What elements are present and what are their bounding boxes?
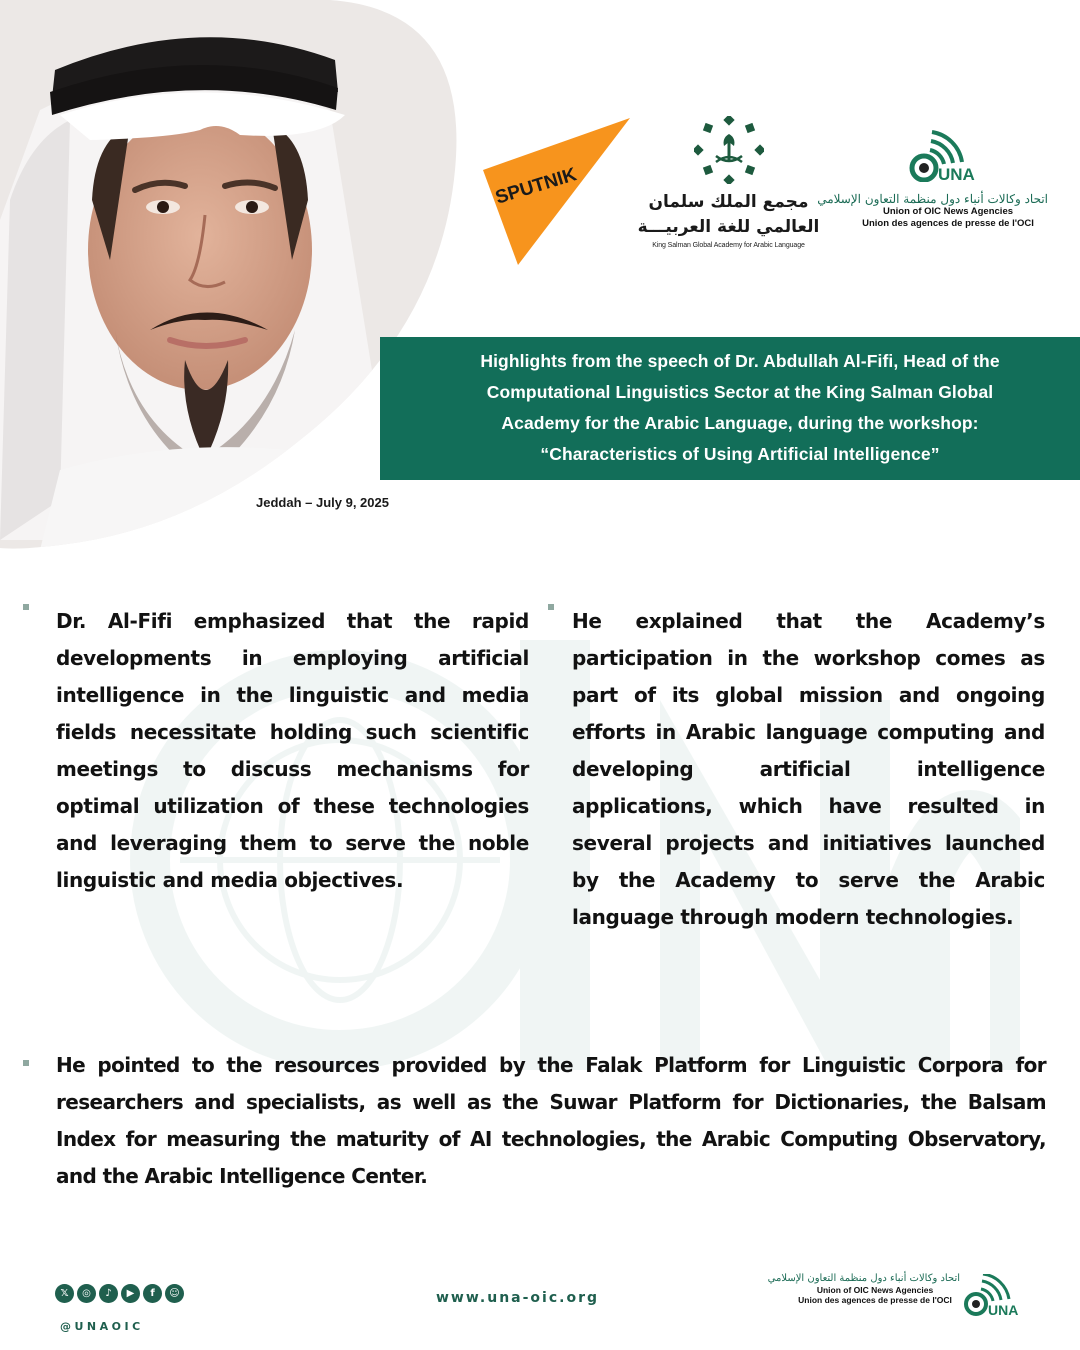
una-french-name: Union des agences de presse de l'OCI [862, 218, 1034, 229]
instagram-icon[interactable]: ◎ [77, 1284, 96, 1303]
social-handle[interactable]: @UNAOIC [60, 1320, 144, 1333]
headline [400, 346, 1080, 470]
una-emblem-icon [898, 130, 998, 182]
footer-una-emblem-icon [958, 1274, 1038, 1318]
headline-line: Computational Linguistics Sector at the King Salman Global [486, 382, 994, 402]
youtube-icon[interactable]: ▶ [121, 1284, 140, 1303]
tiktok-icon[interactable]: ♪ [99, 1284, 118, 1303]
ksga-arabic-line1: مجمع الملك سلمان [648, 192, 809, 212]
ksga-english-name: King Salman Global Academy for Arabic Language [652, 242, 805, 249]
ksga-logo [636, 116, 821, 256]
footer-una-wordmark: UNA [988, 1302, 1019, 1318]
bullet-icon [23, 1060, 29, 1066]
ksga-emblem-icon [694, 116, 764, 184]
facebook-icon[interactable]: f [143, 1284, 162, 1303]
paragraph-3: He pointed to the resources provided by the Falak Platform for Linguistic Corpora for researchers and specialists, as well as the Suwar Platform for Dictionaries, the Balsam Index for measuring the maturity of AI technologies, the Arabic Computing Observatory, and the Arabic Intelligence Center. [56, 1053, 1046, 1188]
paragraph-2: He explained that the Academy’s participation in the workshop comes as part of its global mission and ongoing efforts in Arabic language computing and developing artificial intelligence applications, which have resulted in several projects and initiatives launched by the Academy to serve the Arabic language through modern technologies. [572, 609, 1045, 929]
x-icon[interactable]: 𝕏 [55, 1284, 74, 1303]
bullet-icon [23, 604, 29, 610]
dateline: Jeddah – July 9, 2025 [256, 495, 389, 510]
ksga-arabic-line2: العالمي للغة العربيـــة [637, 217, 820, 237]
bullet-icon [548, 604, 554, 610]
footer-una-english: Union of OIC News Agencies [816, 1285, 934, 1295]
sputnik-logo [478, 118, 633, 266]
paragraph-1: Dr. Al-Fifi emphasized that the rapid developments in employing artificial intelligence in the linguistic and media fields necessitate holding such scientific meetings to discuss mechanisms for optimal utilization of these technologies and leveraging them to serve the noble linguistic and media objectives. [56, 609, 529, 892]
sputnik-wordmark: SPUTNIK [493, 164, 580, 209]
footer-una-french: Union des agences de presse de l'OCI [798, 1295, 952, 1305]
headline-line: Highlights from the speech of Dr. Abdullah Al-Fifi, Head of the [480, 351, 1000, 371]
headline-line: “Characteristics of Using Artificial Intelligence” [540, 444, 940, 464]
footer-una-logo [767, 1272, 1040, 1322]
social-links [55, 1284, 184, 1303]
headline-line: Academy for the Arabic Language, during the workshop: [501, 413, 979, 433]
una-logo [817, 130, 1048, 250]
snapchat-icon[interactable]: ☺ [165, 1284, 184, 1303]
footer-una-arabic: اتحاد وكالات أنباء دول منظمة التعاون الإسلامي [767, 1273, 960, 1284]
website-link[interactable]: www.una-oic.org [436, 1290, 599, 1306]
una-arabic-name: اتحاد وكالات أنباء دول منظمة التعاون الإسلامي [817, 192, 1048, 206]
una-wordmark: UNA [938, 165, 975, 182]
una-english-name: Union of OIC News Agencies [882, 206, 1014, 217]
